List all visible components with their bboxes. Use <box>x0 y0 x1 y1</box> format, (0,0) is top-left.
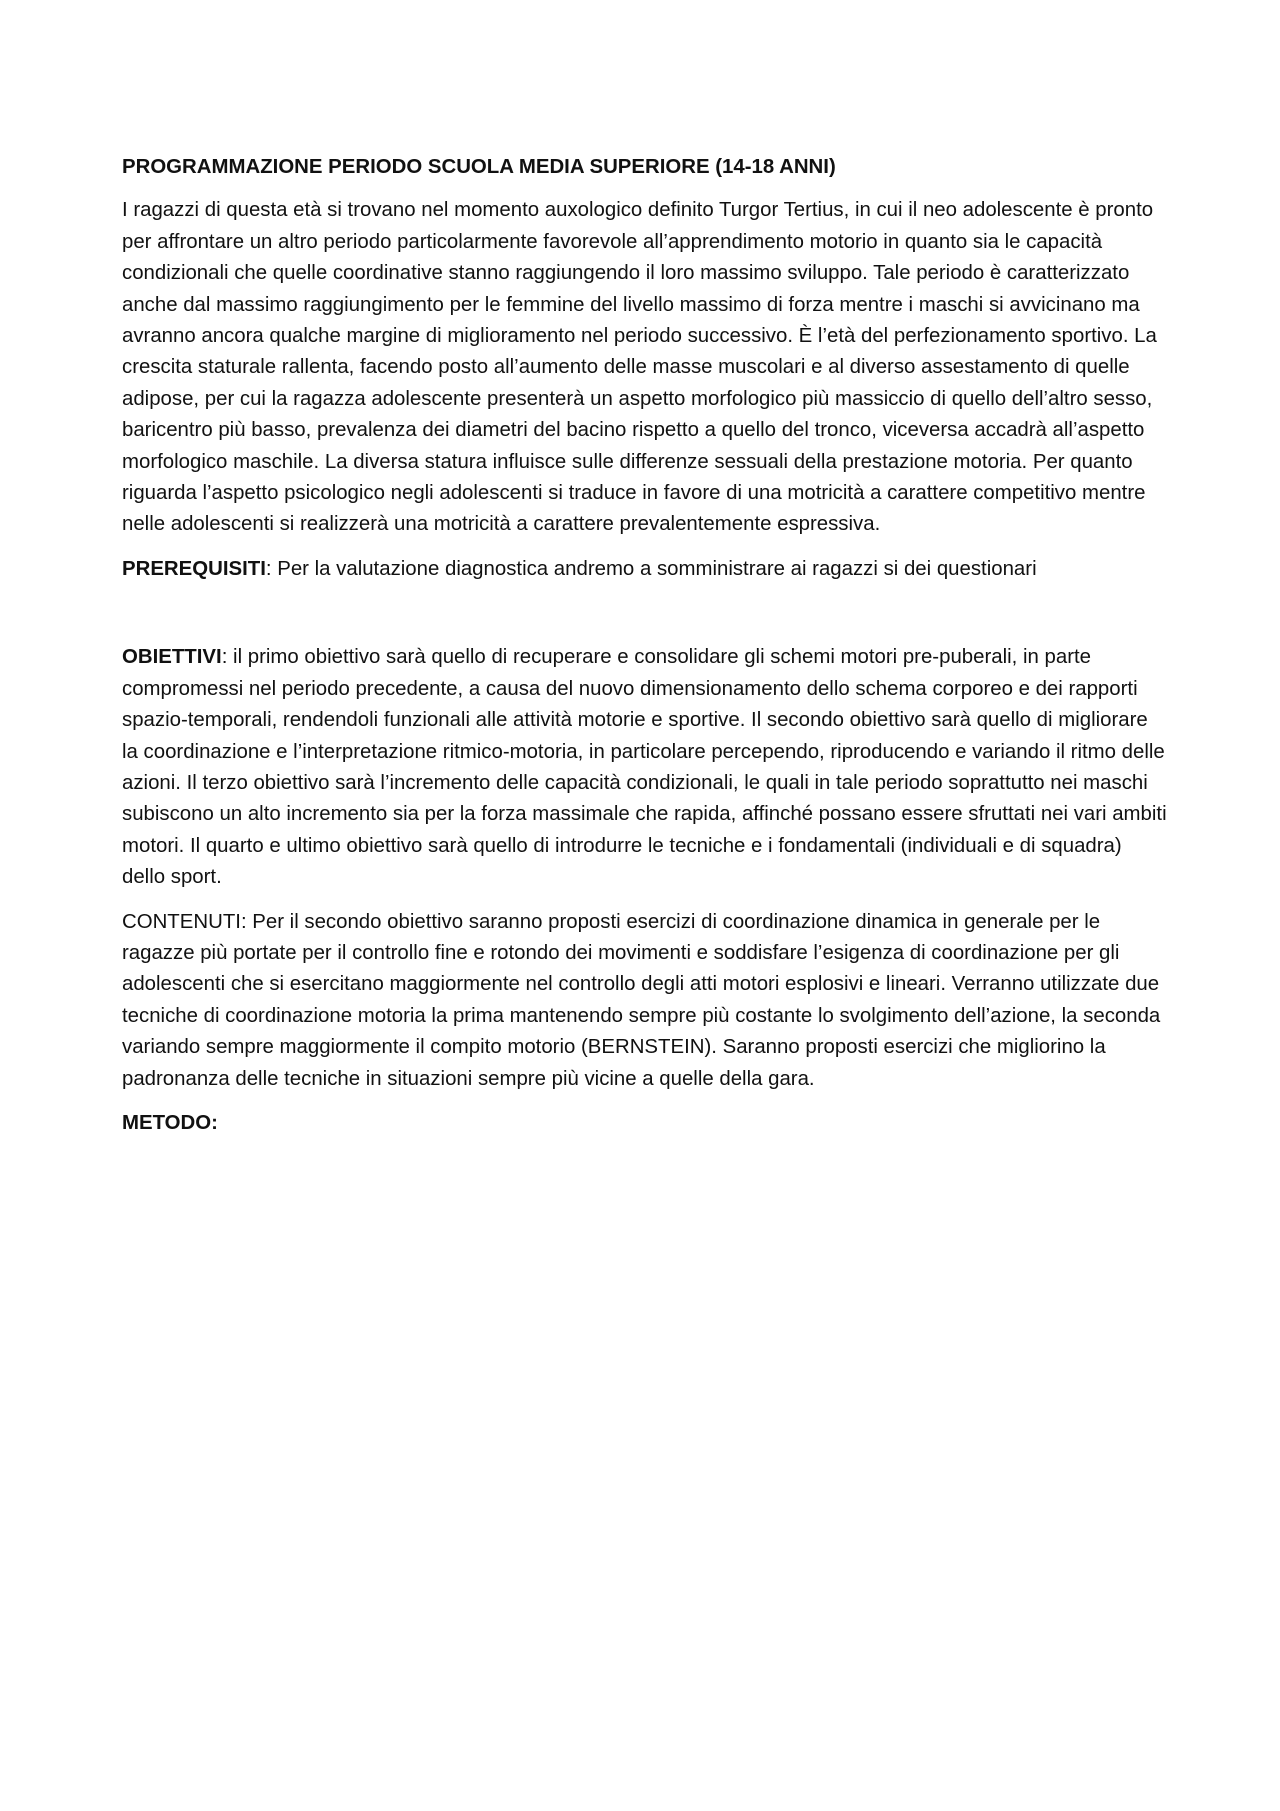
document-title: PROGRAMMAZIONE PERIODO SCUOLA MEDIA SUPERIORE (14-18 ANNI) <box>122 156 836 178</box>
metodo-label: METODO <box>122 1111 212 1134</box>
prerequisiti-label: PREREQUISITI <box>122 557 266 580</box>
intro-paragraph: I ragazzi di questa età si trovano nel momento auxologico definito Turgor Tertius, in cui il neo adolescente è pronto per affrontare un altro periodo particolarmente favorevole all’apprendimento motorio in quanto sia le capacità condizionali che quelle coordinative stanno raggiungendo il loro massimo sviluppo. Tale periodo è caratterizzato anche dal massimo raggiungimento per le femmine del livello massimo di forza mentre i maschi si avvicinano ma avranno ancora qualche margine di miglioramento nel periodo successivo. È l’età del perfezionamento sportivo. La crescita staturale rallenta, facendo posto all’aumento delle masse muscolari e al diverso assestamento di quelle adipose, per cui la ragazza adolescente presenterà un aspetto morfologico più massiccio di quello dell’altro sesso, baricentro più basso, prevalenza dei diametri del bacino rispetto a quello del tronco, viceversa accadrà all’aspetto morfologico maschile. La diversa statura influisce sulle differenze sessuali della prestazione motoria. Per quanto riguarda l’aspetto psicologico negli adolescenti si traduce in favore di una motricità a carattere competitivo mentre nelle adolescenti si realizzerà una motricità a carattere prevalentemente espressiva. <box>122 199 1157 536</box>
contenuti-paragraph: CONTENUTI: Per il secondo obiettivo saranno proposti esercizi di coordinazione dinamica in generale per le ragazze più portate per il controllo fine e rotondo dei movimenti e soddisfare l’esigenza di coordinazione per gli adolescenti che si esercitano maggiormente nel controllo degli atti motori esplosivi e lineari. Verranno utilizzate due tecniche di coordinazione motoria la prima mantenendo sempre più costante lo svolgimento dell’azione, la seconda variando sempre maggiormente il compito motorio (BERNSTEIN). Saranno proposti esercizi che migliorino la padronanza delle tecniche in situazioni sempre più vicine a quelle della gara. <box>122 910 1161 1090</box>
obiettivi-text: : il primo obiettivo sarà quello di recuperare e consolidare gli schemi motori pre-puberali, in parte compromessi nel periodo precedente, a causa del nuovo dimensionamento dello schema corporeo e dei rapporti spazio-temporali, rendendoli funzionali alle attività motorie e sportive. Il secondo obiettivo sarà quello di migliorare la coordinazione e l’interpretazione ritmico-motoria, in particolare percependo, riproducendo e variando il ritmo delle azioni. Il terzo obiettivo sarà l’incremento delle capacità condizionali, le quali in tale periodo soprattutto nei maschi subiscono un alto incremento sia per la forza massimale che rapida, affinché possano essere sfruttati nei vari ambiti motori. Il quarto e ultimo obiettivo sarà quello di introdurre le tecniche e i fondamentali (individuali e di squadra) dello sport. <box>122 646 1167 889</box>
blank-line <box>122 598 1168 642</box>
document-body <box>122 152 1168 1152</box>
metodo-text: : <box>211 1111 218 1134</box>
prerequisiti-paragraph <box>122 554 1168 585</box>
metodo-paragraph <box>122 1108 1168 1139</box>
obiettivi-paragraph <box>122 642 1168 893</box>
prerequisiti-text: : Per la valutazione diagnostica andremo a somministrare ai ragazzi si dei questionari <box>265 557 1037 580</box>
obiettivi-label: OBIETTIVI <box>122 646 222 669</box>
